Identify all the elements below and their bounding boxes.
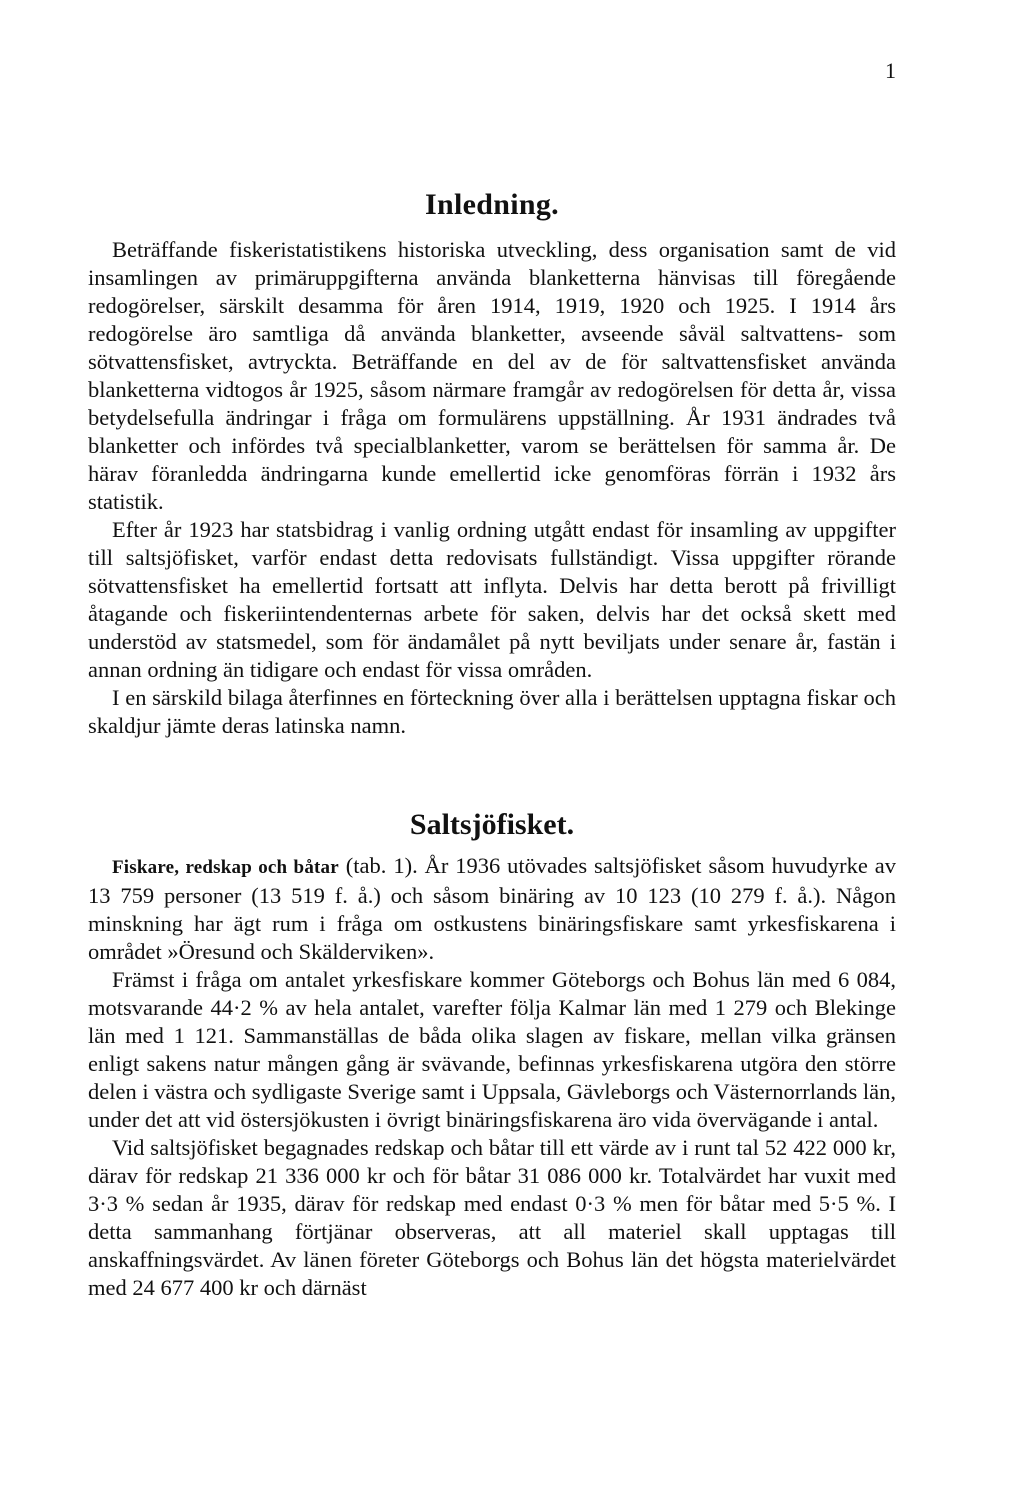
paragraph: Efter år 1923 har statsbidrag i vanlig ordning utgått endast för insamling av uppgifter till saltsjöfisket, varför endast detta redovisats fullständigt. Vissa uppgifter rörande sötvattensfisket ha emellertid fortsatt att inflyta. Delvis har detta berott på frivilligt åtagande och fiskeriintendenternas arbete för saken, delvis har det också skett med understöd av statsmedel, som för ändamålet på nytt beviljats under senare år, fastän i annan ordning än tidigare och endast för vissa områden. [88, 517, 896, 682]
page-number: 1 [885, 58, 896, 83]
section-heading-inledning: Inledning. [425, 188, 559, 221]
run-in-heading: Fiskare, redskap och båtar [112, 857, 339, 878]
section-inledning [88, 236, 896, 740]
section-heading-saltsjofisket: Saltsjöfisket. [409, 808, 575, 841]
paragraph [88, 852, 896, 966]
paragraph: Vid saltsjöfisket begagnades redskap och båtar till ett värde av i runt tal 52 422 000 kr, därav för redskap 21 336 000 kr och för båtar 31 086 000 kr. Totalvärdet har vuxit med 3·3 % sedan år 1935, därav för redskap med endast 0·3 % men för båtar med 5·5 %. I detta sammanhang förtjänar observeras, att all materiel skall upptagas till anskaffningsvärdet. Av länen företer Göteborgs och Bohus län det högsta materielvärdet med 24 677 400 kr och därnäst [88, 1135, 896, 1300]
paragraph: I en särskild bilaga återfinnes en förteckning över alla i berättelsen upptagna fiskar och skaldjur jämte deras latinska namn. [88, 685, 896, 738]
paragraph: Främst i fråga om antalet yrkesfiskare kommer Göteborgs och Bohus län med 6 084, motsvarande 44·2 % av hela antalet, varefter följa Kalmar län med 1 279 och Blekinge län med 1 121. Sammanställas de båda olika slagen av fiskare, mellan vilka gränsen enligt sakens natur mången gång är svävande, befinnas yrkesfiskarena utgöra den större delen i västra och sydligaste Sverige samt i Uppsala, Gävleborgs och Västernorrlands län, under det att vid östersjökusten i övrigt binäringsfiskarena äro vida övervägande i antal. [88, 967, 896, 1132]
paragraph: Beträffande fiskeristatistikens historiska utveckling, dess organisation samt de vid insamlingen av primäruppgifterna använda blanketterna hänvisas till föregående redogörelser, särskilt desamma för åren 1914, 1919, 1920 och 1925. I 1914 års redogörelse äro samtliga då använda blanketter, avseende såväl saltvattens- som sötvattensfisket, avtryckta. Beträffande en del av de för saltvattensfisket använda blanketterna vidtogos år 1925, såsom närmare framgår av redogörelsen för detta år, vissa betydelsefulla ändringar i fråga om formulärens uppställning. År 1931 ändrades två blanketter och infördes två specialblanketter, varom se berättelsen för samma år. De härav föranledda ändringarna kunde emellertid icke genomföras förrän i 1932 års statistik. [88, 237, 896, 514]
paragraph-text: (tab. 1). År 1936 utövades saltsjöfisket såsom huvudyrke av 13 759 personer (13 519 f. å.) och såsom binäring av 10 123 (10 279 f. å.). Någon minskning har ägt rum i fråga om ostkustens binäringsfiskare samt yrkesfiskarena i området »Öresund och Skälderviken». [88, 853, 897, 964]
section-saltsjofisket [88, 852, 896, 1302]
